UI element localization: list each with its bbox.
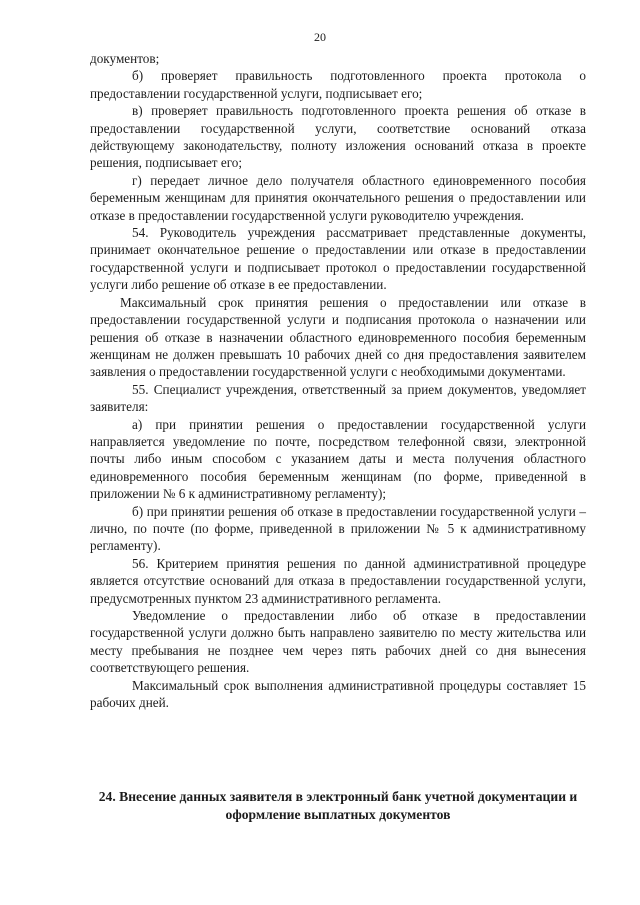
paragraph-55: 55. Специалист учреждения, ответственный за прием документов, уведомляет заявителя: [90, 381, 586, 415]
document-body [90, 50, 586, 711]
paragraph-55-b: б) при принятии решения об отказе в предоставлении государственной услуги – лично, по почте (по форме, приведенной в приложении № 5 к административному регламенту). [90, 503, 586, 554]
paragraph-item-b: б) проверяет правильность подготовленного проекта протокола о предоставлении государственной услуги, подписывает его; [90, 68, 586, 101]
paragraph-56: 56. Критерием принятия решения по данной административной процедуре является отсутствие оснований для отказа в предоставлении государственной услуги, предусмотренных пунктом 23 административного регламента. [90, 555, 586, 606]
paragraph-notification: Уведомление о предоставлении либо об отказе в предоставлении государственной услуги должно быть направлено заявителю по месту жительства или месту пребывания не позднее чем через пять рабочих дней со дня вынесения соответствующего решения. [90, 608, 586, 676]
section-heading: 24. Внесение данных заявителя в электронный банк учетной документации и оформление выплатных документов [98, 789, 578, 822]
paragraph-item-g: г) передает личное дело получателя областного единовременного пособия беременным женщинам для принятия окончательного решения о предоставлении или отказе в предоставлении государственной услуги руководителю учреждения. [90, 172, 586, 223]
paragraph-max-term: Максимальный срок принятия решения о предоставлении или отказе в предоставлении государственной услуги и подписания протокола о назначении или решения об отказе в назначении областного единовременного пособия беременным женщинам не должен превышать 10 рабочих дней со дня предоставления заявителем заявления о предоставлении государственной услуги с необходимыми документами. [90, 294, 586, 380]
page-number: 20 [314, 30, 326, 44]
paragraph-55-a: а) при принятии решения о предоставлении государственной услуги направляется уведомление по почте, посредством телефонной связи, электронной почты либо иным способом с указанием даты и места получения областного единовременного пособия беременным женщинам (по форме, приведенной в приложении № 6 к административному регламенту); [90, 416, 586, 502]
paragraph-max-procedure-term: Максимальный срок выполнения административной процедуры составляет 15 рабочих дней. [90, 677, 586, 711]
paragraph-item-v: в) проверяет правильность подготовленного проекта решения об отказе в предоставлении государственной услуги, соответствие оснований отказа действующему законодательству, полноту изложения оснований отказа в проекте решения, подписывает его; [90, 103, 586, 171]
paragraph-54: 54. Руководитель учреждения рассматривает представленные документы, принимает окончательное решение о предоставлении или отказе в предоставлении государственной услуги и подписывает протокол о предоставлении государственной услуги либо решение об отказе в ее предоставлении. [90, 225, 586, 293]
paragraph-1: документов; [90, 51, 160, 66]
